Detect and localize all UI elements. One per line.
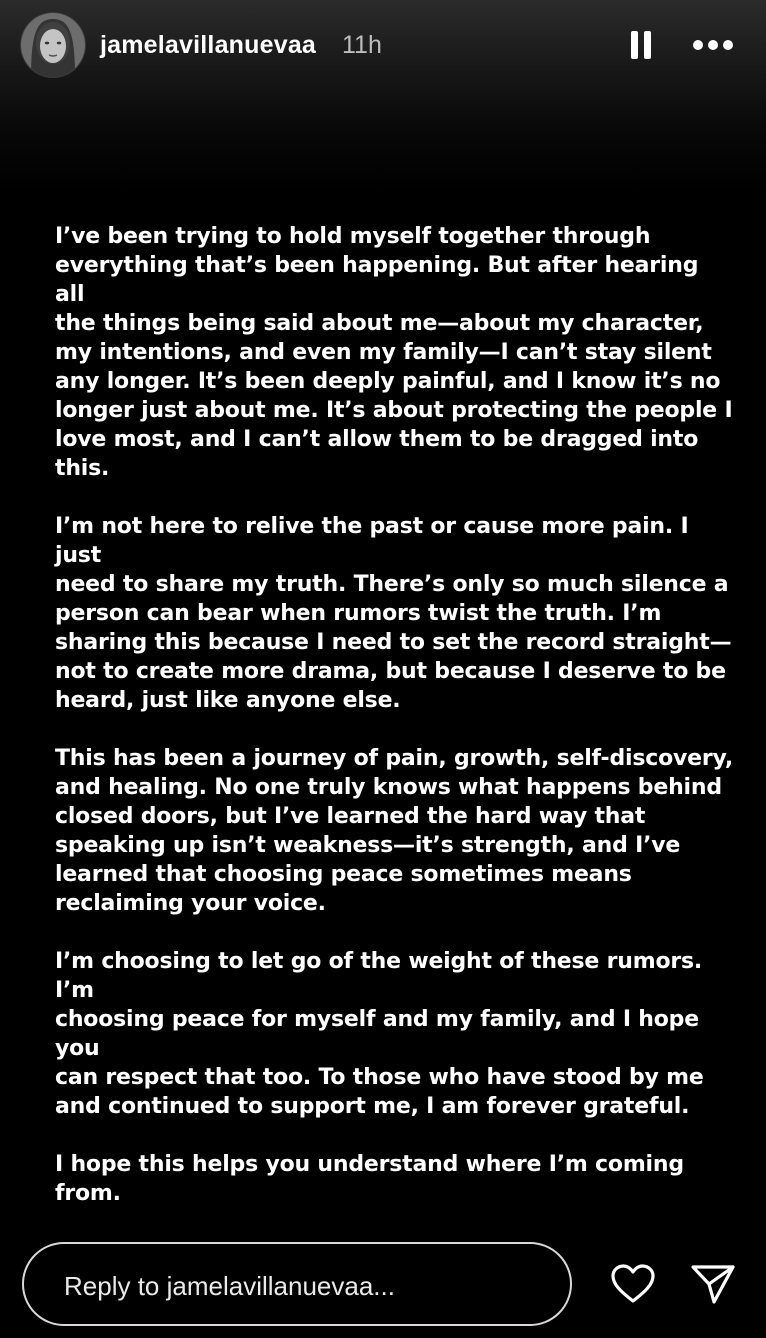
story-paragraph: This has been a journey of pain, growth, self-discovery, and healing. No one truly knows what happens behind closed doors, but I’ve learned the hard way that speaking up isn’t weakness—it’s strength, and I’ve learned that choosing peace sometimes means reclaiming your voice. [55,746,734,916]
story-header [0,0,766,94]
reply-input[interactable] [22,1242,572,1326]
more-options-icon [690,32,736,58]
pause-icon [626,28,656,62]
send-button[interactable] [690,1262,736,1306]
pause-button[interactable] [626,28,656,62]
story-paragraph: I hope this helps you understand where I’m coming from. [55,1152,684,1206]
reply-placeholder: Reply to jamelavillanuevaa... [64,1271,395,1301]
story-text [55,222,735,1208]
story-paragraph: I’m choosing to let go of the weight of these rumors. I’m choosing peace for myself and my family, and I hope you can respect that too. To those who have stood by me and continued to support me, I am forever grateful. [55,949,704,1119]
story-paragraph: I’m not here to relive the past or cause more pain. I just need to share my truth. There’s only so much silence a person can bear when rumors twist the truth. I’m sharing this because I need to set the record straight— not to create more drama, but because I deserve to be heard, just like anyone else. [55,514,732,713]
avatar[interactable] [21,13,85,77]
username[interactable]: jamelavillanuevaa [100,31,317,59]
timestamp: 11h [342,31,382,59]
send-icon [690,1262,736,1306]
more-options-button[interactable] [690,32,736,58]
like-button[interactable] [610,1263,656,1305]
story-paragraph: I’ve been trying to hold myself together through everything that’s been happening. But after hearing all the things being said about me—about my character, my intentions, and even my family—I can’t stay silent any longer. It’s been deeply painful, and I know it’s no longer just about me. It’s about protecting the people I love most, and I can’t allow them to be dragged into this. [55,224,733,481]
avatar-photo [21,13,85,77]
heart-icon [610,1263,656,1305]
